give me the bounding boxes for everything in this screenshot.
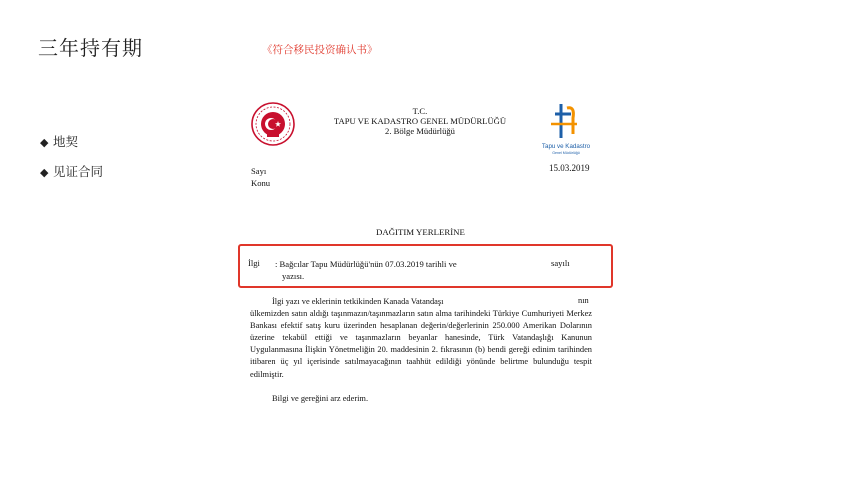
bullet-item-contract [40,164,103,194]
ilgi-text [275,258,457,282]
ilgi-text-line: yazısı. [282,271,305,281]
tkgm-logo-icon [541,100,591,158]
bullet-label: 见证合同 [53,164,104,179]
slide-title: 三年持有期 [38,36,143,60]
ilgi-text-line: : Bağcılar Tapu Müdürlüğü'nün 07.03.2019 tarihli ve [275,259,457,269]
reference-labels [251,165,270,189]
body-line1-end: nın [578,296,589,305]
logo-name: Tapu ve Kadastro [541,143,591,150]
letterhead-line: T.C. [412,106,428,116]
letterhead-line: 2. Bölge Müdürlüğü [385,126,455,136]
bullet-list [40,134,103,194]
diamond-bullet-icon: ◆ [40,166,49,179]
bullet-item-deed [40,134,103,164]
distribution-heading: DAĞITIM YERLERİNE [376,227,465,237]
body-text: ülkemizden satın aldığı taşınmazın/taşınmazların satın alma tarihindeki Türkiye Cumhuriyeti Merkez Bankası efektif satış kuru üzerinden hesaplanan değerin/değerlerinin 250.000 Amerikan Dolarının üzerine tekabül ettiği ve taşınmazların beyanlar hanesinde, Türk Vatandaşlığı Kanunun Uygulanmasına İlişkin Yönetmeliğin 20. maddesinin 2. fıkrasının (b) bendi gereği edinim tarihinden itibaren üç yıl içerisinde satılmayacağının taahhüt edildiği yönünde belirtme bulunduğu tespit edilmiştir. [250,309,592,379]
logo-subtitle: Genel Müdürlüğü [552,151,580,155]
document-date: 15.03.2019 [549,163,590,173]
bullet-label: 地契 [53,134,79,149]
sayi-label: Sayı [251,166,267,176]
diamond-bullet-icon: ◆ [40,136,49,149]
body-paragraph [250,296,592,381]
ilgi-sayili: sayılı [551,258,570,268]
government-emblem-icon [250,100,296,150]
konu-label: Konu [251,178,271,188]
body-first-line: İlgi yazı ve eklerinin tetkikinden Kanada Vatandaşı [272,297,444,306]
ilgi-label: İlgi [248,258,260,268]
letterhead-line: TAPU VE KADASTRO GENEL MÜDÜRLÜĞÜ [333,116,507,126]
closing-line: Bilgi ve gereğini arz ederim. [272,394,369,403]
letterhead [325,106,515,136]
confirmation-note: 《符合移民投资确认书》 [262,44,378,56]
